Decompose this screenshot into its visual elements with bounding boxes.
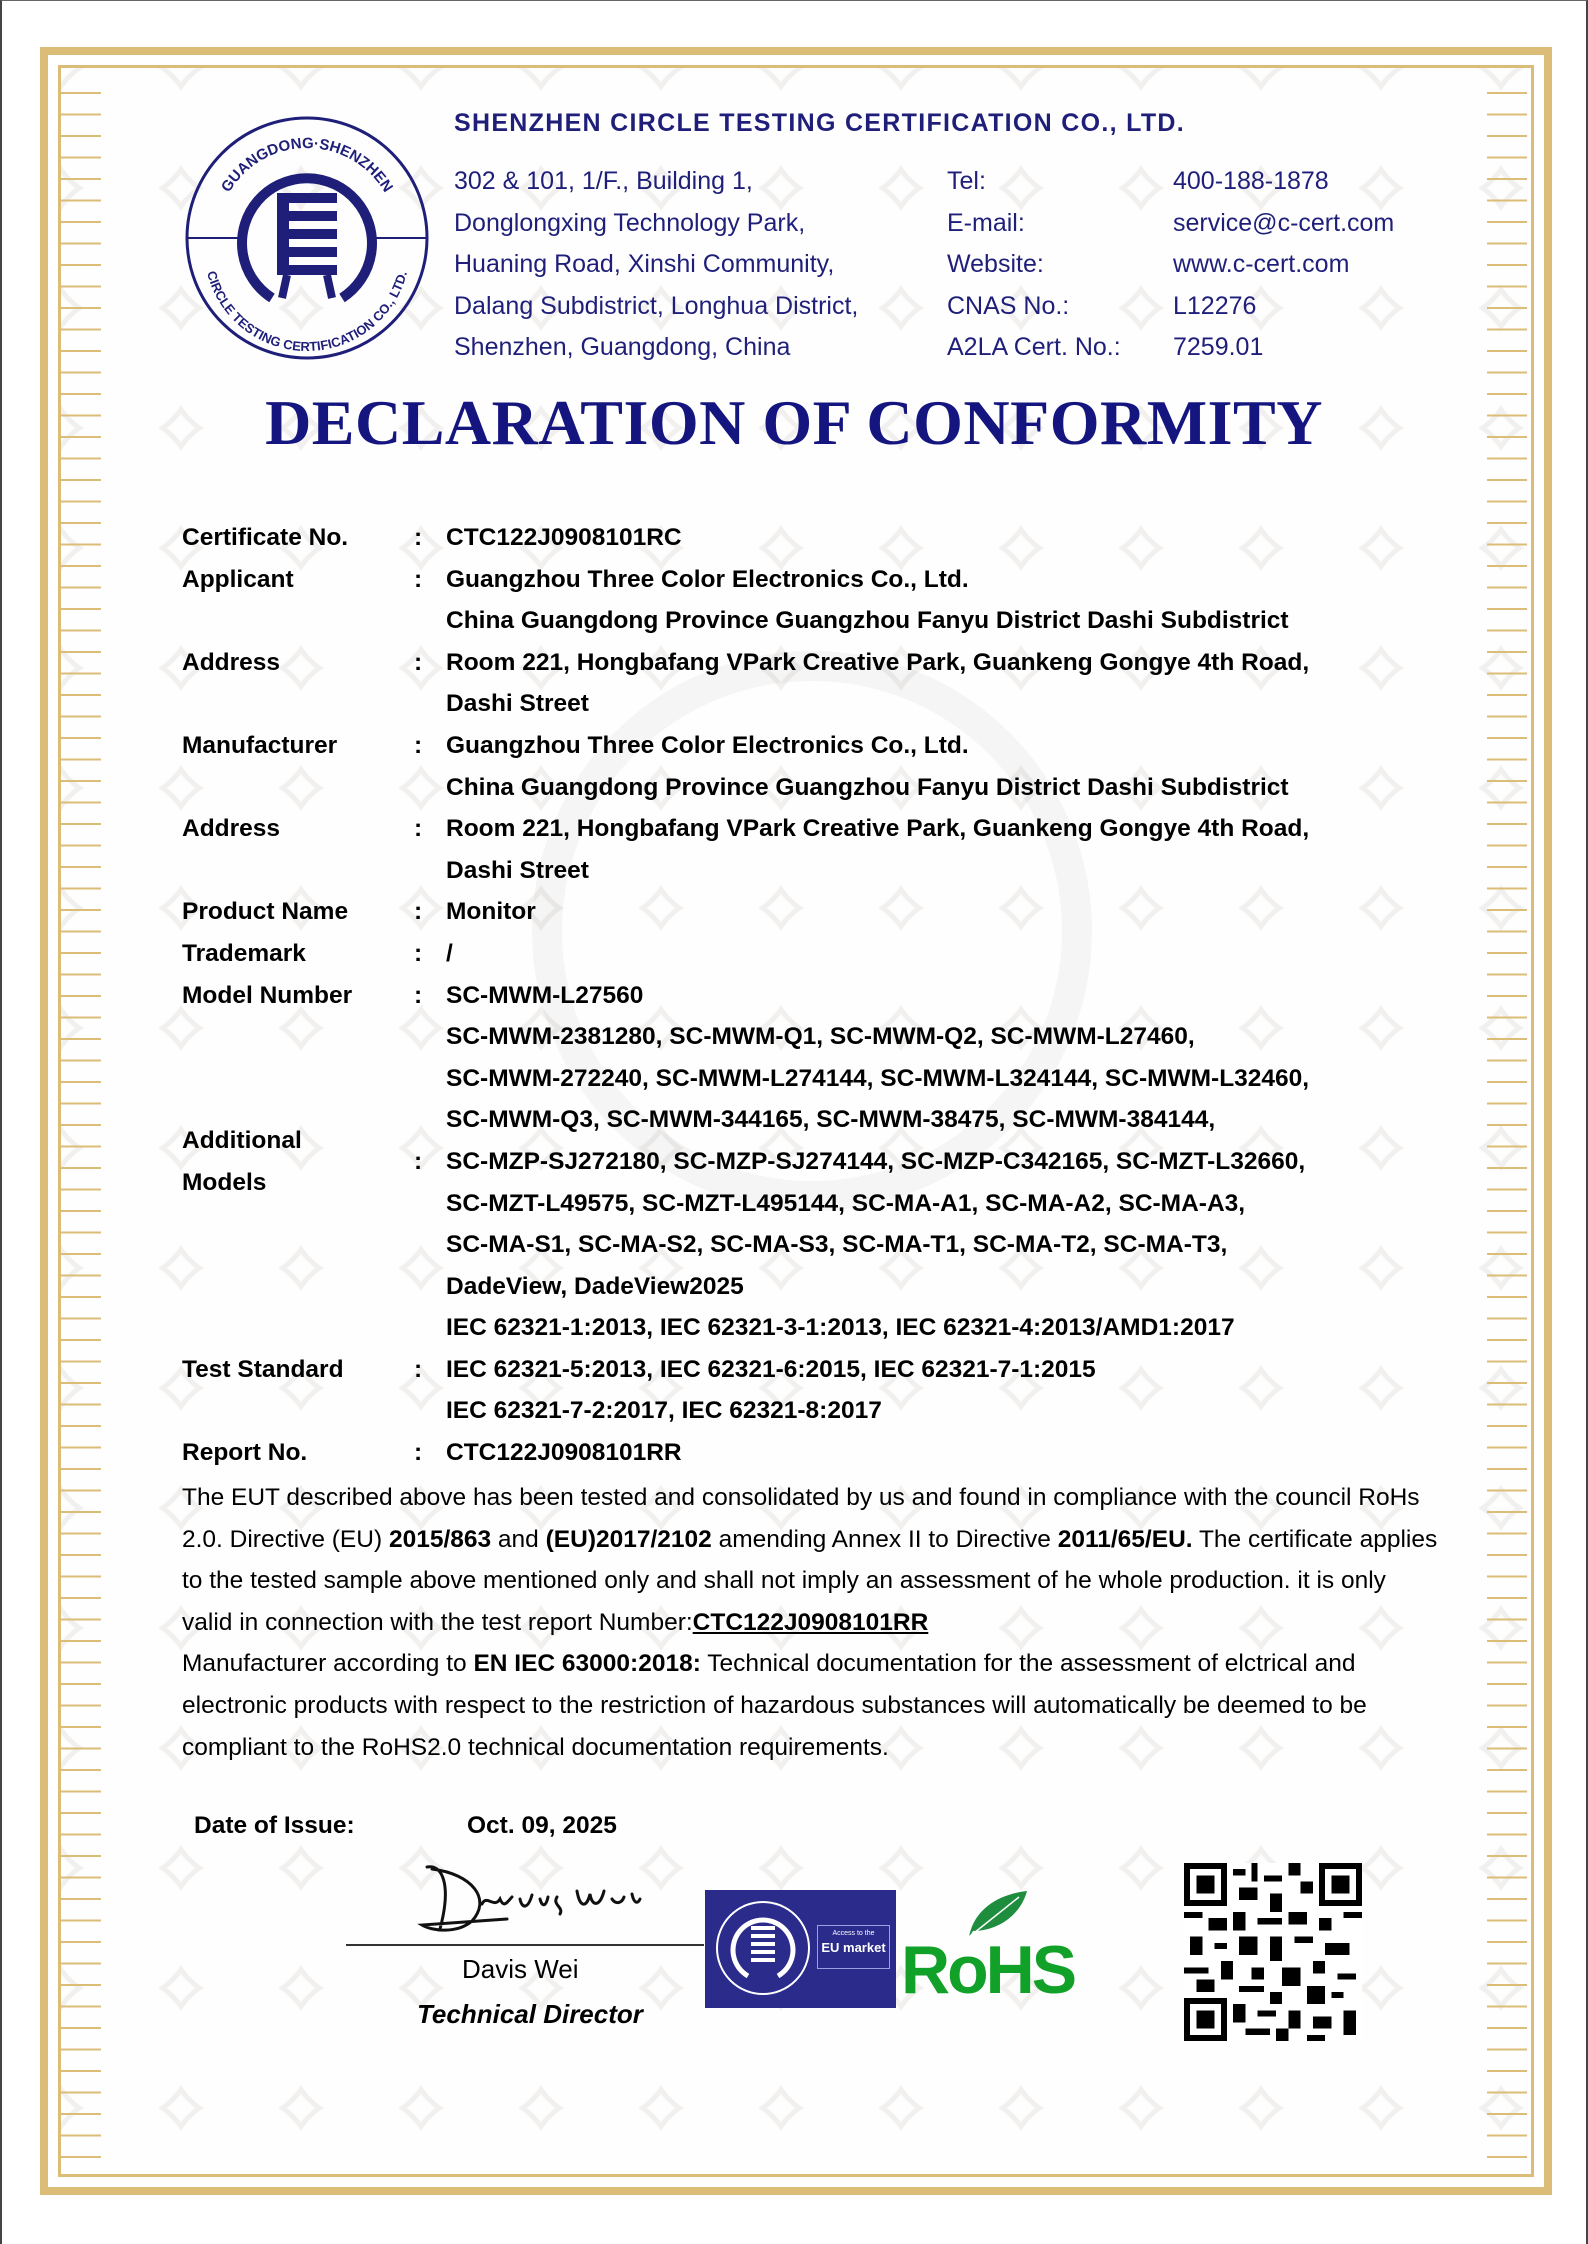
address-line: China Guangdong Province Guangzhou Fanyu District Dashi Subdistrict <box>446 773 1289 801</box>
applicant-address-value <box>446 600 1442 725</box>
eu-big-text: EU market <box>821 1940 886 1955</box>
model-line: SC-MZP-SJ272180, SC-MZP-SJ274144, SC-MZP-C342165, SC-MZT-L32660, <box>446 1147 1306 1175</box>
trademark-row <box>182 933 1442 975</box>
address-line: Dashi Street <box>446 856 589 884</box>
test-standard-row <box>182 1307 1442 1432</box>
standard-line: IEC 62321-5:2013, IEC 62321-6:2015, IEC 62321-7-1:2015 <box>446 1355 1096 1383</box>
field-label: Report No. <box>182 1439 308 1467</box>
address-line: Dashi Street <box>446 690 589 718</box>
address-line: Shenzhen, Guangdong, China <box>454 333 791 361</box>
field-label: Product Name <box>182 898 349 926</box>
eu-market-badge <box>705 1890 896 2008</box>
field-label <box>182 1016 414 1307</box>
trademark-value: / <box>446 939 453 967</box>
model-number-row <box>182 975 1442 1017</box>
address-line: Donglongxing Technology Park, <box>454 208 806 237</box>
model-line: SC-MWM-272240, SC-MWM-L274144, SC-MWM-L324144, SC-MWM-L32460, <box>446 1064 1310 1092</box>
field-label: Model Number <box>182 981 353 1009</box>
field-separator: : <box>414 1439 423 1467</box>
field-separator: : <box>414 898 423 926</box>
address-line: Room 221, Hongbafang VPark Creative Park, Guankeng Gongye 4th Road, <box>446 815 1310 843</box>
certificate-fields <box>182 517 1442 1474</box>
field-label: Test Standard <box>182 1355 344 1383</box>
svg-text:CIRCLE TESTING CERTIFICATION C: CIRCLE TESTING CERTIFICATION CO., LTD. <box>203 269 410 355</box>
rohs-logo <box>899 1889 1089 2009</box>
tel-label: Tel: <box>947 167 986 195</box>
product-name-value: Monitor <box>446 898 536 926</box>
document-title: DECLARATION OF CONFORMITY <box>265 387 1323 458</box>
field-separator: : <box>414 565 423 593</box>
cnas-value: L12276 <box>1173 291 1257 320</box>
svg-text:GUANGDONG·SHENZHEN: GUANGDONG·SHENZHEN <box>217 134 397 196</box>
signature-line <box>346 1944 704 1946</box>
field-separator: : <box>414 648 423 676</box>
date-of-issue <box>194 1812 617 1840</box>
signature-image <box>412 1859 642 1939</box>
label-line: Models <box>182 1168 267 1196</box>
text-run: The certificate applies to the tested sample above mentioned only and shall not imply an assessment of he whole production. it is only valid in connection with the test report Number: <box>182 1525 1438 1636</box>
directive-ref: 2015/863 <box>388 1525 492 1553</box>
date-label: Date of Issue: <box>194 1812 355 1839</box>
signer-name: Davis Wei <box>462 1954 579 1984</box>
qr-code[interactable] <box>1184 1863 1362 2041</box>
test-standard-value <box>446 1307 1442 1432</box>
address-line: 302 & 101, 1/F., Building 1, <box>454 167 753 195</box>
statement-paragraph-2 <box>182 1643 1442 1768</box>
product-certificate-seal-icon <box>713 1898 813 1998</box>
model-number-value: SC-MWM-L27560 <box>446 981 644 1009</box>
address-line: Room 221, Hongbafang VPark Creative Park, Guankeng Gongye 4th Road, <box>446 648 1310 676</box>
rohs-text: RoHS <box>901 1932 1075 2008</box>
field-label: Applicant <box>182 565 294 593</box>
model-line: SC-MWM-Q3, SC-MWM-344165, SC-MWM-38475, SC-MWM-384144, <box>446 1106 1216 1134</box>
field-separator: : <box>414 731 423 759</box>
eu-small-text: Access to the <box>832 1930 875 1937</box>
applicant-row <box>182 559 1442 601</box>
standard-line: IEC 62321-1:2013, IEC 62321-3-1:2013, IEC 62321-4:2013/AMD1:2017 <box>446 1314 1235 1342</box>
standard-line: IEC 62321-7-2:2017, IEC 62321-8:2017 <box>446 1397 882 1425</box>
report-number-link: CTC122J0908101RR <box>692 1608 929 1636</box>
website-value[interactable]: www.c-cert.com <box>1173 250 1350 278</box>
company-address <box>454 161 858 369</box>
field-separator: : <box>414 939 423 967</box>
statement-paragraph-1 <box>182 1477 1442 1643</box>
tel-value: 400-188-1878 <box>1173 167 1329 195</box>
a2la-value: 7259.01 <box>1173 333 1264 361</box>
applicant-address-row <box>182 600 1442 725</box>
field-separator: : <box>414 981 423 1009</box>
directive-ref: 2011/65/EU. <box>1057 1525 1193 1553</box>
manufacturer-value: Guangzhou Three Color Electronics Co., Ltd. <box>446 731 969 759</box>
field-separator: : <box>414 524 423 551</box>
field-label: Certificate No. <box>182 524 349 551</box>
website-label: Website: <box>947 250 1044 278</box>
field-label: Trademark <box>182 939 306 967</box>
text-run: The EUT described above has been tested and consolidated by us and found in compliance with the council RoHs 2.0. Directive (EU) <box>182 1484 1420 1553</box>
model-line: SC-MZT-L49575, SC-MZT-L495144, SC-MA-A1, SC-MA-A2, SC-MA-A3, <box>446 1189 1246 1217</box>
text-run: amending Annex II to Directive <box>711 1525 1058 1553</box>
standard-ref: EN IEC 63000:2018: <box>473 1650 701 1678</box>
field-label: Address <box>182 815 281 843</box>
manufacturer-address-row <box>182 767 1442 892</box>
contact-values <box>1173 161 1394 369</box>
signer-title: Technical Director <box>417 1999 643 2029</box>
email-value[interactable]: service@c-cert.com <box>1173 208 1395 237</box>
model-line: SC-MWM-2381280, SC-MWM-Q1, SC-MWM-Q2, SC-MWM-L27460, <box>446 1023 1195 1051</box>
date-value: Oct. 09, 2025 <box>467 1812 617 1839</box>
cnas-label: CNAS No.: <box>947 291 1070 320</box>
label-line: Additional <box>182 1127 302 1155</box>
model-line: DadeView, DadeView2025 <box>446 1272 744 1300</box>
text-run: and <box>491 1525 546 1553</box>
compliance-statement <box>182 1477 1442 1768</box>
address-line: China Guangdong Province Guangzhou Fanyu District Dashi Subdistrict <box>446 607 1289 635</box>
company-name: SHENZHEN CIRCLE TESTING CERTIFICATION CO., LTD. <box>454 109 1185 137</box>
report-no-value: CTC122J0908101RR <box>446 1439 682 1467</box>
manufacturer-address-value <box>446 767 1442 892</box>
report-no-row <box>182 1432 1442 1474</box>
field-separator: : <box>414 1147 423 1175</box>
model-line: SC-MA-S1, SC-MA-S2, SC-MA-S3, SC-MA-T1, SC-MA-T2, SC-MA-T3, <box>446 1231 1228 1259</box>
address-line: Dalang Subdistrict, Longhua District, <box>454 291 859 320</box>
field-separator: : <box>414 1355 423 1383</box>
eu-market-label <box>817 1925 890 1969</box>
text-run: Technical documentation for the assessment of elctrical and electronic products with respect to the restriction of hazardous substances will automatically be deemed to be compliant to the RoHS2.0 technical documentation requirements. <box>182 1650 1367 1761</box>
contact-labels <box>947 161 1121 369</box>
field-label: Address <box>182 648 281 676</box>
certificate-no-value: CTC122J0908101RC <box>446 524 682 551</box>
directive-ref: (EU)2017/2102 <box>545 1525 712 1553</box>
address-line: Huaning Road, Xinshi Community, <box>454 250 835 278</box>
additional-models-row <box>182 1016 1442 1307</box>
a2la-label: A2LA Cert. No.: <box>947 333 1121 361</box>
field-label: Manufacturer <box>182 731 338 759</box>
text-run: Manufacturer according to <box>182 1650 474 1678</box>
product-name-row <box>182 891 1442 933</box>
field-separator: : <box>414 815 423 843</box>
applicant-value: Guangzhou Three Color Electronics Co., Ltd. <box>446 565 969 593</box>
company-seal-logo <box>182 113 432 363</box>
additional-models-value <box>446 1016 1442 1307</box>
manufacturer-row <box>182 725 1442 767</box>
certificate-no-row <box>182 517 1442 559</box>
email-label: E-mail: <box>947 208 1025 237</box>
